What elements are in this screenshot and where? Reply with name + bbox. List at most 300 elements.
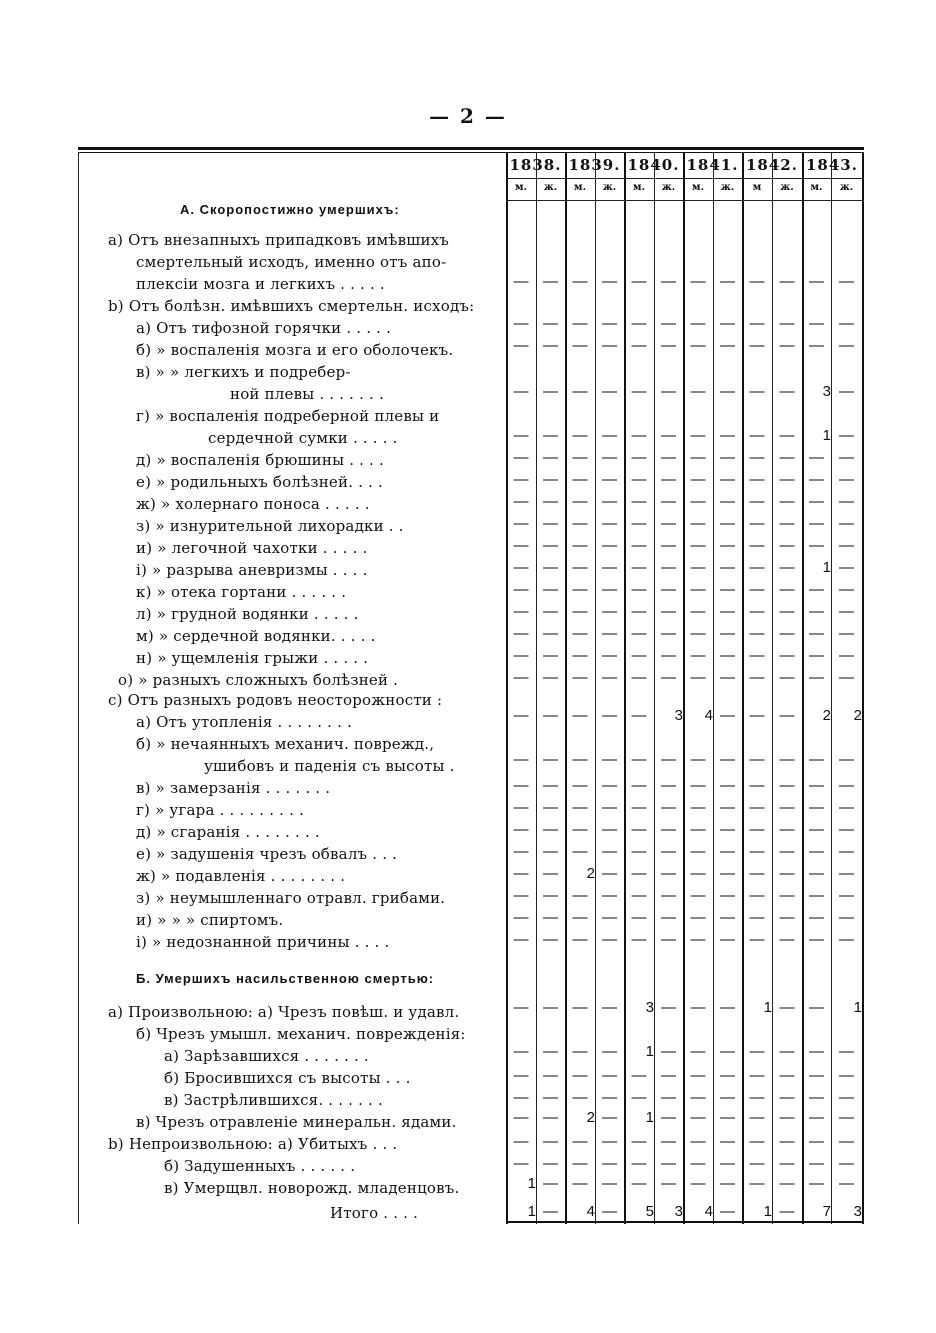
table-cell-value: 1 [645,1043,654,1060]
column-rule [565,152,567,1224]
table-cell-dash: — [602,843,617,860]
table-cell-dash: — [631,471,647,488]
table-cell-dash: — [513,1067,529,1084]
table-cell-value: 1 [822,559,831,576]
table-cell-dash: — [720,909,735,926]
year-header: 1843. [806,156,858,174]
table-cell-dash: — [513,427,529,444]
table-cell-dash: — [661,909,676,926]
table-cell-dash: — [631,581,647,598]
table-cell-dash: — [543,1155,558,1172]
table-cell-dash: — [839,1109,854,1126]
table-cell-dash: — [720,799,735,816]
table-cell-dash: — [720,1089,735,1106]
table-cell-dash: — [779,1067,795,1084]
table-cell-dash: — [749,1133,765,1150]
table-cell-dash: — [809,843,824,860]
table-cell-dash: — [631,843,647,860]
total-cell-dash: — [602,1203,617,1220]
table-cell-dash: — [839,449,854,466]
table-cell-dash: — [809,625,824,642]
table-cell-dash: — [779,865,795,882]
row-label: ной плевы . . . . . . . [230,385,384,403]
table-cell-dash: — [690,625,706,642]
table-cell-dash: — [661,999,676,1016]
table-left-rule [78,152,79,1224]
table-cell-dash: — [513,777,529,794]
row-label: b) Отъ болѣзн. имѣвшихъ смертельн. исходъ: [108,297,475,315]
row-label: б) » воспаленія мозга и его оболочекъ. [136,341,454,359]
table-cell-dash: — [572,471,588,488]
table-cell-dash: — [572,337,588,354]
table-bottom-rule [506,1221,862,1223]
table-cell-dash: — [513,471,529,488]
table-cell-dash: — [690,449,706,466]
table-cell-dash: — [749,1089,765,1106]
table-cell-dash: — [543,1043,558,1060]
row-label: б) Задушенныхъ . . . . . . [164,1157,356,1175]
table-cell-dash: — [839,493,854,510]
table-cell-dash: — [602,1089,617,1106]
table-cell-value: 2 [822,707,831,724]
column-rule [713,152,714,1224]
table-cell-dash: — [631,1133,647,1150]
table-cell-dash: — [661,1109,676,1126]
table-cell-dash: — [839,751,854,768]
table-cell-dash: — [809,887,824,904]
table-cell-dash: — [749,603,765,620]
table-cell-dash: — [690,865,706,882]
table-cell-dash: — [602,707,617,724]
table-cell-dash: — [631,647,647,664]
table-cell-dash: — [839,1133,854,1150]
table-cell-dash: — [631,383,647,400]
table-cell-dash: — [543,603,558,620]
table-cell-dash: — [631,887,647,904]
table-cell-dash: — [809,669,824,686]
table-cell-dash: — [513,821,529,838]
table-cell-dash: — [779,581,795,598]
table-cell-dash: — [572,449,588,466]
table-cell-dash: — [543,843,558,860]
table-cell-dash: — [809,1155,824,1172]
table-cell-dash: — [779,707,795,724]
table-cell-dash: — [631,603,647,620]
table-cell-dash: — [513,909,529,926]
table-cell-dash: — [513,493,529,510]
table-cell-dash: — [809,865,824,882]
table-cell-dash: — [690,999,706,1016]
table-cell-dash: — [749,383,765,400]
table-cell-dash: — [661,751,676,768]
table-cell-dash: — [720,537,735,554]
table-cell-dash: — [720,821,735,838]
table-cell-dash: — [839,1043,854,1060]
table-cell-dash: — [543,999,558,1016]
table-cell-dash: — [572,273,588,290]
table-cell-dash: — [661,865,676,882]
table-cell-dash: — [749,537,765,554]
table-cell-dash: — [839,1175,854,1192]
table-cell-dash: — [720,647,735,664]
table-cell-dash: — [543,625,558,642]
table-cell-dash: — [809,799,824,816]
table-cell-dash: — [661,515,676,532]
table-cell-dash: — [513,669,529,686]
table-cell-dash: — [572,603,588,620]
table-cell-dash: — [661,337,676,354]
table-cell-dash: — [809,273,824,290]
table-cell-dash: — [543,751,558,768]
table-cell-dash: — [543,647,558,664]
table-cell-dash: — [543,537,558,554]
table-cell-dash: — [809,1043,824,1060]
table-cell-dash: — [572,315,588,332]
table-cell-dash: — [720,383,735,400]
column-rule [831,152,832,1224]
table-cell-dash: — [543,799,558,816]
table-cell-dash: — [749,887,765,904]
table-cell-dash: — [690,843,706,860]
table-cell-dash: — [631,777,647,794]
table-cell-dash: — [631,449,647,466]
table-cell-dash: — [749,449,765,466]
table-cell-dash: — [690,1133,706,1150]
table-cell-dash: — [809,1067,824,1084]
table-cell-dash: — [631,427,647,444]
table-cell-dash: — [809,315,824,332]
column-rule [506,152,508,1224]
table-cell-dash: — [809,537,824,554]
table-cell-dash: — [631,669,647,686]
table-cell-dash: — [602,821,617,838]
table-cell-dash: — [661,799,676,816]
row-label: плексіи мозга и легкихъ . . . . . [136,275,385,293]
table-cell-dash: — [661,471,676,488]
table-cell-dash: — [602,1109,617,1126]
table-cell-dash: — [749,471,765,488]
table-cell-dash: — [749,427,765,444]
row-label: в) Застрѣлившихся. . . . . . . [164,1091,383,1109]
sex-header: ж. [543,182,558,193]
table-cell-dash: — [631,707,647,724]
table-cell-dash: — [839,865,854,882]
table-cell-dash: — [631,559,647,576]
table-cell-dash: — [572,1133,588,1150]
table-cell-dash: — [543,1089,558,1106]
table-cell-dash: — [602,931,617,948]
table-cell-dash: — [720,1043,735,1060]
table-cell-dash: — [839,777,854,794]
table-cell-dash: — [572,931,588,948]
table-cell-dash: — [602,603,617,620]
table-cell-dash: — [661,887,676,904]
table-cell-dash: — [661,449,676,466]
table-cell-dash: — [749,493,765,510]
table-cell-dash: — [779,777,795,794]
total-cell: 5 [645,1203,654,1220]
table-cell-dash: — [690,751,706,768]
table-cell-dash: — [661,273,676,290]
table-cell-dash: — [543,427,558,444]
table-cell-dash: — [602,799,617,816]
table-cell-dash: — [513,449,529,466]
table-cell-dash: — [661,1067,676,1084]
table-cell-dash: — [602,999,617,1016]
sex-header: м. [632,182,646,193]
row-label: а) Отъ утопленія . . . . . . . . [136,713,352,731]
table-cell-dash: — [690,273,706,290]
row-label: б) Бросившихся съ высоты . . . [164,1069,411,1087]
page-number: — 2 — [429,104,507,128]
table-cell-dash: — [543,581,558,598]
table-top-rule [78,147,864,150]
table-cell-dash: — [661,647,676,664]
table-cell-dash: — [690,383,706,400]
table-cell-dash: — [661,625,676,642]
table-cell-dash: — [779,449,795,466]
total-cell: 3 [853,1203,862,1220]
table-cell-dash: — [839,669,854,686]
row-label: в) Умерщвл. новорожд. младенцовъ. [164,1179,460,1197]
row-label: б) Чрезъ умышл. механич. поврежденія: [136,1025,466,1043]
table-cell-dash: — [749,273,765,290]
table-cell-dash: — [749,1175,765,1192]
table-cell-dash: — [839,537,854,554]
column-rule [595,152,596,1224]
table-cell-dash: — [720,559,735,576]
row-label: с) Отъ разныхъ родовъ неосторожности : [108,691,443,709]
table-cell-dash: — [720,707,735,724]
table-cell-dash: — [749,1043,765,1060]
table-cell-dash: — [809,821,824,838]
table-cell-dash: — [602,887,617,904]
table-cell-dash: — [690,799,706,816]
table-cell-value: 2 [586,865,595,882]
table-cell-dash: — [779,909,795,926]
table-cell-dash: — [661,1133,676,1150]
table-cell-dash: — [809,777,824,794]
table-cell-dash: — [839,471,854,488]
table-cell-dash: — [690,603,706,620]
table-cell-dash: — [543,1109,558,1126]
table-cell-dash: — [631,1175,647,1192]
table-cell-dash: — [809,1109,824,1126]
table-cell-dash: — [631,537,647,554]
table-cell-dash: — [720,887,735,904]
table-cell-dash: — [513,999,529,1016]
table-cell-dash: — [602,1067,617,1084]
table-cell-dash: — [690,537,706,554]
table-cell-dash: — [661,427,676,444]
table-cell-dash: — [631,273,647,290]
table-cell-dash: — [631,799,647,816]
sex-header: ж. [602,182,617,193]
table-cell-dash: — [661,559,676,576]
column-rule [742,152,744,1224]
column-rule [654,152,655,1224]
row-label: і) » разрыва аневризмы . . . . [136,561,368,579]
table-cell-dash: — [809,493,824,510]
table-cell-dash: — [631,865,647,882]
table-cell-dash: — [690,777,706,794]
table-cell-dash: — [631,909,647,926]
table-cell-dash: — [572,581,588,598]
row-label: а) Произвольною: а) Чрезъ повѣш. и удавл. [108,1003,460,1021]
table-cell-value: 3 [645,999,654,1016]
table-cell-dash: — [513,751,529,768]
total-label: Итого . . . . [330,1204,419,1222]
table-cell-dash: — [661,821,676,838]
table-cell-dash: — [839,647,854,664]
table-cell-dash: — [513,1089,529,1106]
sex-header: м. [810,182,823,193]
table-cell-dash: — [543,471,558,488]
table-cell-dash: — [543,559,558,576]
table-cell-dash: — [661,315,676,332]
table-cell-dash: — [602,865,617,882]
table-cell-dash: — [839,581,854,598]
table-cell-dash: — [720,1175,735,1192]
table-cell-dash: — [543,493,558,510]
column-rule [862,152,864,1224]
table-cell-dash: — [513,887,529,904]
table-cell-dash: — [572,383,588,400]
table-cell-dash: — [513,1133,529,1150]
year-header: 1838. [509,156,562,174]
table-cell-dash: — [602,471,617,488]
table-cell-dash: — [513,1155,529,1172]
table-cell-dash: — [572,707,588,724]
table-cell-dash: — [779,493,795,510]
table-cell-dash: — [661,1175,676,1192]
table-cell-dash: — [572,647,588,664]
table-cell-dash: — [779,647,795,664]
section-a-heading: А. Скоропостижно умершихъ: [180,202,400,217]
table-cell-dash: — [661,603,676,620]
column-rule [683,152,685,1224]
table-cell-dash: — [513,647,529,664]
sex-header: ж. [839,182,854,193]
row-label: в) » » легкихъ и подребер- [136,363,351,381]
row-label: b) Непроизвольною: а) Убитыхъ . . . [108,1135,398,1153]
table-cell-dash: — [749,337,765,354]
table-cell-dash: — [839,625,854,642]
table-cell-dash: — [779,625,795,642]
table-cell-dash: — [749,799,765,816]
table-cell-dash: — [602,273,617,290]
column-rule [536,152,537,1224]
table-cell-dash: — [543,931,558,948]
table-cell-dash: — [779,273,795,290]
table-cell-dash: — [839,1089,854,1106]
table-cell-dash: — [572,843,588,860]
table-cell-dash: — [749,647,765,664]
row-label: смертельный исходъ, именно отъ апо- [136,253,447,271]
table-cell-dash: — [690,821,706,838]
table-cell-dash: — [779,1175,795,1192]
total-cell: 3 [674,1203,683,1220]
table-cell-dash: — [543,777,558,794]
table-cell-dash: — [779,799,795,816]
table-cell-dash: — [631,931,647,948]
table-cell-dash: — [779,669,795,686]
year-header: 1842. [746,156,798,174]
table-cell-dash: — [602,581,617,598]
table-cell-dash: — [631,1067,647,1084]
table-cell-dash: — [749,1067,765,1084]
mortality-table-grid [506,152,862,1224]
table-cell-value: 2 [853,707,862,724]
table-cell-dash: — [839,603,854,620]
table-cell-dash: — [720,1067,735,1084]
table-cell-dash: — [779,383,795,400]
table-cell-dash: — [572,909,588,926]
row-label: в) » замерзанія . . . . . . . [136,779,331,797]
table-cell-dash: — [543,1133,558,1150]
table-cell-dash: — [631,493,647,510]
table-cell-dash: — [839,909,854,926]
table-cell-dash: — [572,1067,588,1084]
table-cell-dash: — [572,537,588,554]
table-cell-dash: — [720,777,735,794]
table-cell-dash: — [690,669,706,686]
table-cell-dash: — [839,1155,854,1172]
table-cell-dash: — [572,777,588,794]
table-cell-dash: — [661,581,676,598]
table-cell-dash: — [572,515,588,532]
table-cell-dash: — [720,843,735,860]
total-cell: 7 [822,1203,831,1220]
table-cell-dash: — [543,383,558,400]
table-cell-dash: — [513,707,529,724]
table-cell-dash: — [779,1155,795,1172]
table-cell-dash: — [779,1109,795,1126]
table-cell-dash: — [690,471,706,488]
sex-header: ж. [780,182,794,193]
table-cell-dash: — [779,1089,795,1106]
table-cell-dash: — [839,383,854,400]
table-cell-dash: — [602,625,617,642]
table-cell-dash: — [720,449,735,466]
table-cell-dash: — [690,427,706,444]
table-cell-dash: — [543,909,558,926]
table-cell-dash: — [602,559,617,576]
table-cell-dash: — [749,777,765,794]
table-cell-dash: — [839,315,854,332]
table-cell-value: 4 [704,707,713,724]
table-cell-dash: — [513,537,529,554]
total-cell: 1 [763,1203,772,1220]
table-cell-dash: — [839,427,854,444]
total-cell: 1 [527,1203,536,1220]
table-cell-dash: — [690,1175,706,1192]
table-cell-dash: — [779,887,795,904]
table-cell-dash: — [661,1155,676,1172]
table-cell-dash: — [720,999,735,1016]
table-cell-dash: — [720,493,735,510]
table-cell-dash: — [602,1043,617,1060]
table-cell-dash: — [513,515,529,532]
row-label: и) » легочной чахотки . . . . . [136,539,368,557]
table-cell-dash: — [809,603,824,620]
table-cell-dash: — [749,843,765,860]
table-cell-dash: — [749,707,765,724]
table-cell-dash: — [513,559,529,576]
table-cell-dash: — [513,581,529,598]
table-cell-dash: — [749,909,765,926]
table-cell-dash: — [809,647,824,664]
